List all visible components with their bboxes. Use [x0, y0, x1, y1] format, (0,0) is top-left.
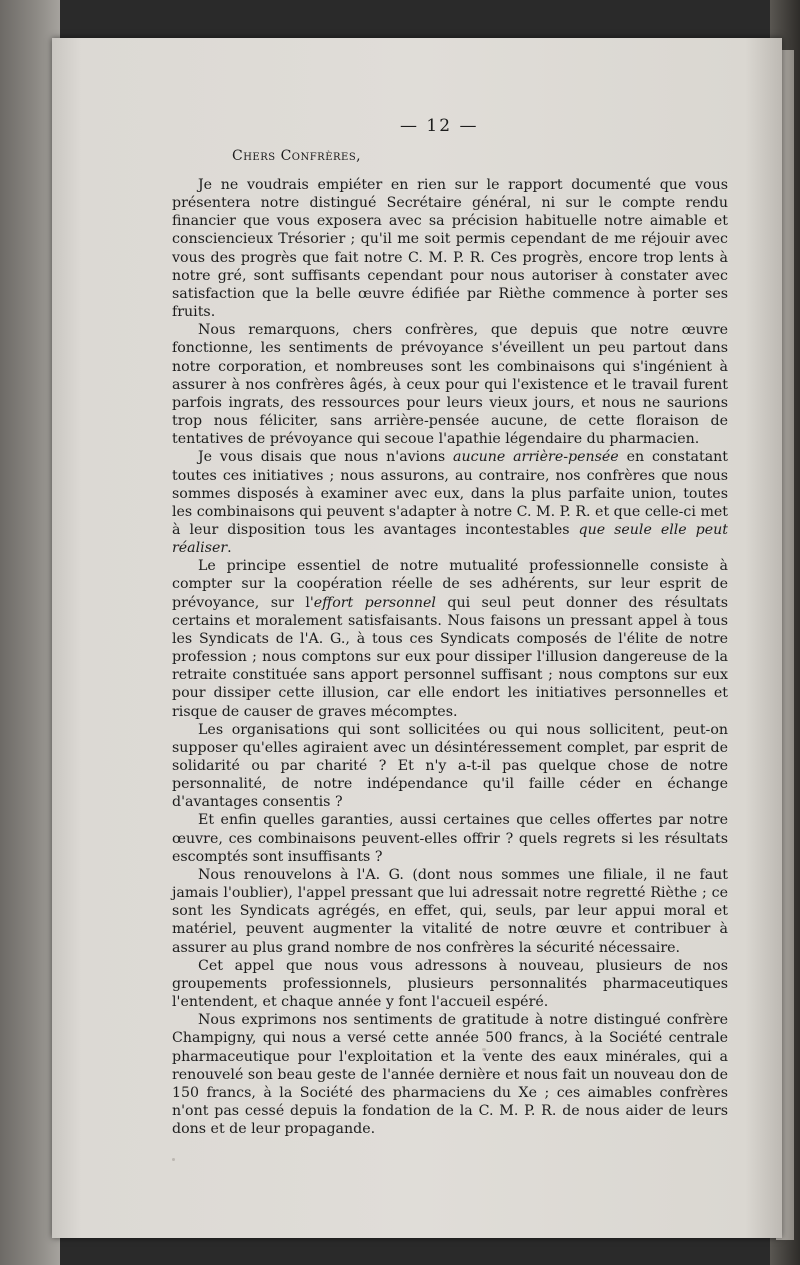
paper-speck — [172, 1158, 175, 1161]
paragraph — [172, 448, 728, 557]
text-run: Nous remarquons, chers confrères, que depuis que notre œuvre fonctionne, les sentiments de prévoyance s'éveillent un peu partout dans notre corporation, et nombreuses sont les combinaisons qui s'ingénient à assurer à nos confrères âgés, à ceux pour qui l'existence et le travail furent parfois ingrats, des ressources pour leurs vieux jours, et nous ne saurions trop nous féliciter, sans arrière-pensée aucune, de cette floraison de tentatives de prévoyance qui secoue l'apathie légendaire du pharmacien. — [172, 322, 728, 448]
text-run: Je ne voudrais empiéter en rien sur le rapport documenté que vous présentera notre distingué Secrétaire général, ni sur le compte rendu financier que vous exposera avec sa précision habituelle notre aimable et consciencieux Trésorier ; qu'il me soit permis cependant de me réjouir avec vous des progrès que fait notre C. M. P. R. Ces progrès, encore trop lents à notre gré, sont suffisants cependant pour nous autoriser à constater avec satisfaction que la belle œuvre édifiée par Rièthe commence à porter ses fruits. — [172, 177, 728, 321]
text-run: Les organisations qui sont sollicitées ou qui nous sollicitent, peut-on supposer qu'elles agiraient avec un désintéressement complet, par esprit de solidarité ou par charité ? Et n'y a-t-il pas quelque chose de notre personnalité, de notre indépendance qu'il faille céder en échange d'avantages consentis ? — [172, 721, 728, 811]
paragraph — [172, 321, 728, 448]
italic-text: aucune arrière-pensée — [453, 449, 619, 466]
paragraph — [172, 811, 728, 865]
salutation: Chers Confrères, — [232, 148, 362, 164]
paragraph — [172, 176, 728, 321]
text-run: Cet appel que nous vous adressons à nouveau, plusieurs de nos groupements professionnels, plusieurs personnalités pharmaceutiques l'entendent, et chaque année y font l'accueil espéré. — [172, 957, 728, 1011]
text-run: Et enfin quelles garanties, aussi certaines que celles offertes par notre œuvre, ces combinaisons peuvent-elles offrir ? quels regrets si les résultats escomptés sont insuffisants ? — [172, 812, 728, 865]
text-run: Le principe essentiel de notre mutualité professionnelle consiste à compter sur la coopération réelle de ses adhérents, sur leur esprit de prévoyance, sur l' — [172, 558, 728, 611]
italic-text: que seule elle peut réaliser — [172, 521, 728, 557]
italic-text: effort personnel — [313, 594, 436, 611]
text-run: Je vous disais que nous n'avions — [198, 449, 454, 466]
text-run: . — [227, 540, 232, 557]
paragraph — [172, 866, 728, 957]
page-number: — 12 — — [400, 116, 479, 136]
paragraph — [172, 557, 728, 720]
text-run: en constatant toutes ces initiatives ; nous assurons, au contraire, nos confrères que nous sommes disposés à examiner avec eux, dans la plus parfaite union, toutes les combinaisons qui peuvent s'adapter à notre C. M. P. R. et que celle-ci met à leur disposition tous les avantages incontestables — [172, 449, 729, 538]
text-run: Nous renouvelons à l'A. G. (dont nous sommes une filiale, il ne faut jamais l'oublier), l'appel pressant que lui adressait notre regretté Rièthe ; ce sont les Syndicats agrégés, en effet, qui, seuls, par leur appui moral et matériel, peuvent augmenter la vitalité de notre œuvre et contribuer à assurer au plus grand nombre de nos confrères la sécurité nécessaire. — [172, 866, 728, 956]
text-run: qui seul peut donner des résultats certains et moralement satisfaisants. Nous faisons un pressant appel à tous les Syndicats de l'A. G., à tous ces Syndicats composés de l'élite de notre profession ; nous comptons sur eux pour dissiper l'illusion dangereuse de la retraite constituée sans apport personnel suffisant ; nous comptons sur eux pour dissiper cette illusion, car elle endort les initiatives personnelles et risque de causer de graves mécomptes. — [172, 594, 728, 720]
paragraph — [172, 957, 728, 1011]
paragraph — [172, 1011, 728, 1138]
paragraph — [172, 721, 728, 812]
scan-background-left — [0, 0, 60, 1265]
text-run: Nous exprimons nos sentiments de gratitude à notre distingué confrère Champigny, qui nous a versé cette année 500 francs, à la Société centrale pharmaceutique pour l'exploitation et la vente des eaux minérales, qui a renouvelé son beau geste de l'année dernière et nous fait un nouveau don de 150 francs, à la Société des pharmaciens du Xe ; ces aimables confrères n'ont pas cessé depuis la fondation de la C. M. P. R. de nous aider de leurs dons et de leur propagande. — [172, 1012, 728, 1138]
letter-body — [172, 176, 728, 1138]
